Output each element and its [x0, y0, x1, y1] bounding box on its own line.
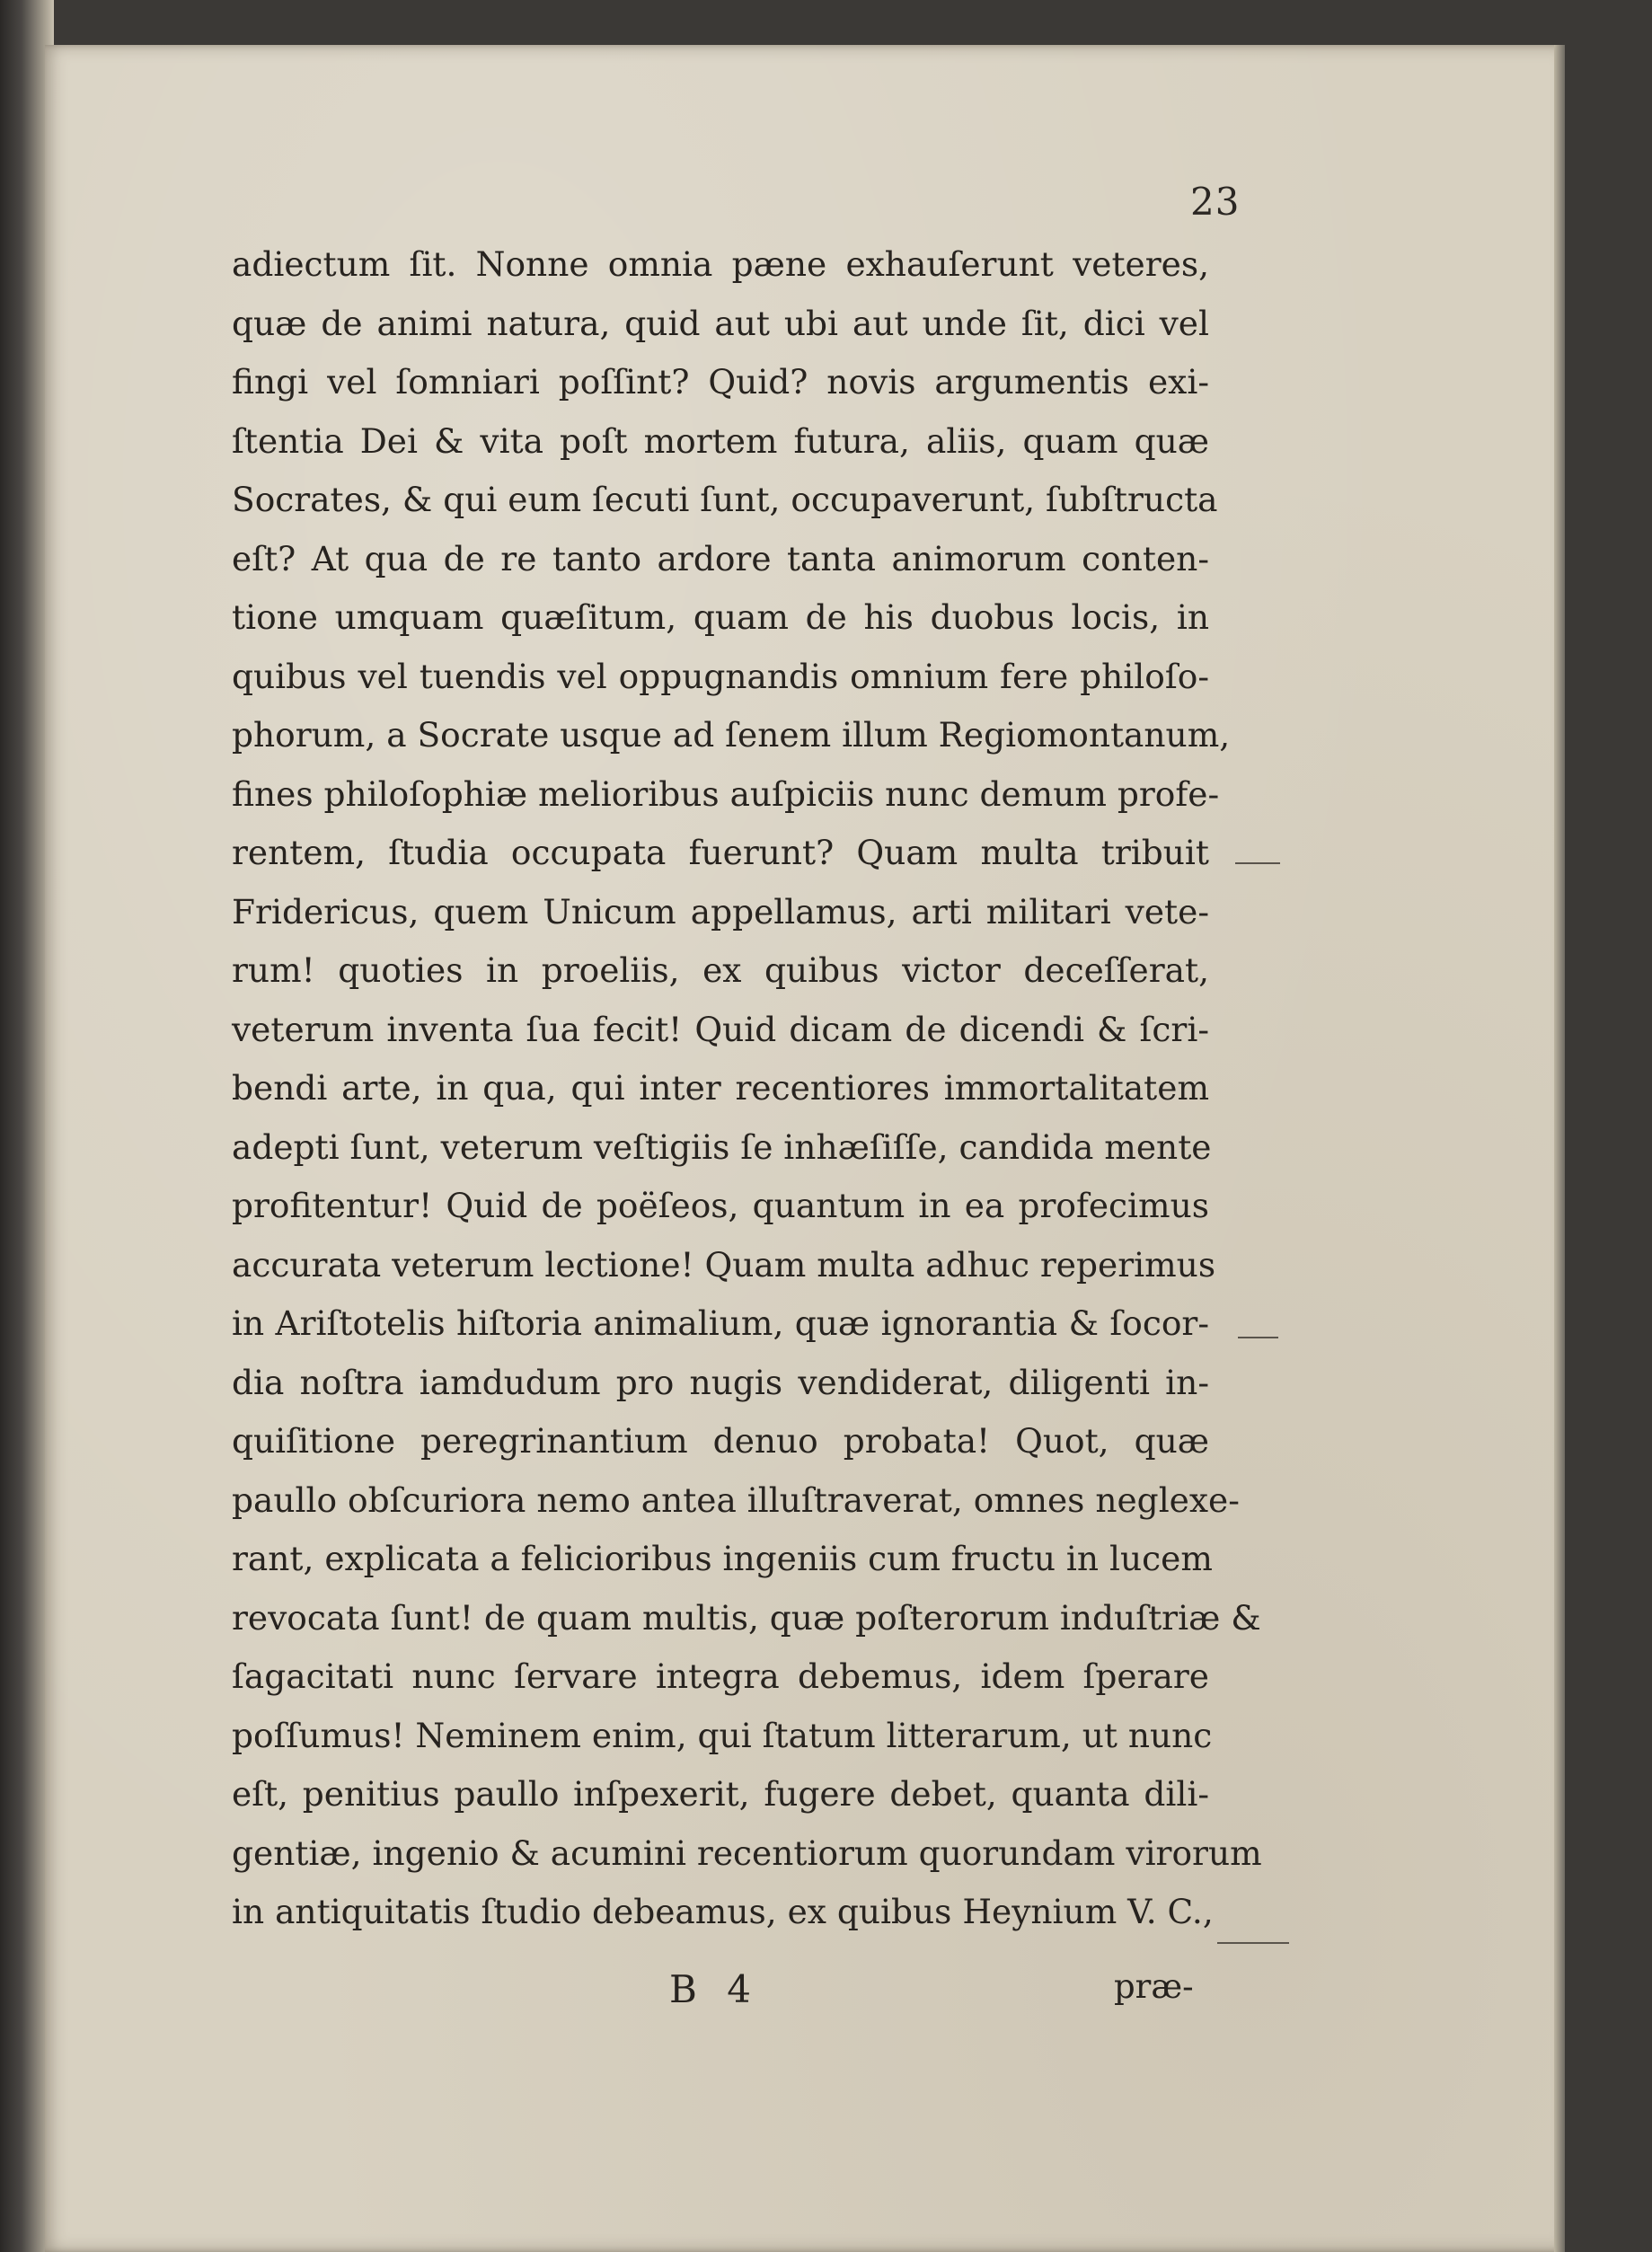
margin-pencil-mark — [1217, 1942, 1289, 1944]
text-line: adiectum ſit. Nonne omnia pæne exhauſerunt veteres, — [232, 244, 1209, 284]
text-line: dia noſtra iamdudum pro nugis vendiderat, diligenti in- — [232, 1362, 1209, 1402]
text-line: Fridericus, quem Unicum appellamus, arti militari vete- — [232, 891, 1209, 932]
body-text — [232, 235, 1262, 1942]
text-line: poſſumus! Neminem enim, qui ſtatum litterarum, ut nunc — [232, 1715, 1213, 1755]
signature-mark: B 4 — [669, 1967, 760, 2011]
text-line: fingi vel ſomniari poſſint? Quid? novis argumentis exi- — [232, 362, 1209, 402]
text-line: ſtentia Dei & vita poſt mortem futura, aliis, quam quæ — [232, 420, 1209, 461]
text-line: Socrates, & qui eum ſecuti ſunt, occupaverunt, ſubſtructa — [232, 480, 1218, 519]
text-line: rentem, ſtudia occupata fuerunt? Quam multa tribuit — [232, 833, 1209, 872]
text-line: fines philoſophiæ melioribus auſpiciis nunc demum profe- — [232, 773, 1220, 814]
text-line: revocata ſunt! de quam multis, quæ poſterorum induſtriæ & — [232, 1597, 1261, 1638]
text-line: profitentur! Quid de poëſeos, quantum in ea profecimus — [232, 1186, 1209, 1225]
page-number: 23 — [1190, 180, 1241, 224]
text-line: quæ de animi natura, quid aut ubi aut unde ſit, dici vel — [232, 303, 1209, 343]
margin-pencil-mark — [1238, 1337, 1278, 1338]
text-line: veterum inventa ſua fecit! Quid dicam de dicendi & ſcri- — [232, 1009, 1209, 1049]
text-line: gentiæ, ingenio & acumini recentiorum quorundam virorum — [232, 1833, 1262, 1873]
text-line: bendi arte, in qua, qui inter recentiores immortalitatem — [232, 1068, 1209, 1108]
text-line: adepti ſunt, veterum veſtigiis ſe inhæſiſſe, candida mente — [232, 1126, 1212, 1167]
text-line: quibus vel tuendis vel oppugnandis omnium fere philoſo- — [232, 656, 1209, 696]
text-line: quiſitione peregrinantium denuo probata! Quot, quæ — [232, 1421, 1209, 1461]
text-line: ſagacitati nunc ſervare integra debemus, idem ſperare — [232, 1656, 1209, 1696]
text-line: in Ariſtotelis hiſtoria animalium, quæ ignorantia & ſocor- — [232, 1303, 1209, 1343]
page-edge — [1554, 45, 1565, 2252]
text-line: eſt, penitius paullo inſpexerit, fugere debet, quanta dili- — [232, 1774, 1209, 1814]
text-line: phorum, a Socrate usque ad ſenem illum Regiomontanum, — [232, 715, 1231, 755]
margin-pencil-mark — [1235, 862, 1280, 864]
text-line: in antiquitatis ſtudio debeamus, ex quibus Heynium V. C., — [232, 1892, 1214, 1931]
catchword: præ- — [1114, 1967, 1194, 2006]
text-line: accurata veterum lectione! Quam multa adhuc reperimus — [232, 1244, 1216, 1285]
text-line: rum! quoties in proeliis, ex quibus victor deceſſerat, — [232, 950, 1209, 990]
text-line: eſt? At qua de re tanto ardore tanta animorum conten- — [232, 538, 1209, 578]
text-line: tione umquam quæſitum, quam de his duobus locis, in — [232, 597, 1209, 637]
text-line: paullo obſcuriora nemo antea illuſtraverat, omnes neglexe- — [232, 1479, 1240, 1520]
text-line: rant, explicata a felicioribus ingeniis cum fructu in lucem — [232, 1539, 1213, 1578]
